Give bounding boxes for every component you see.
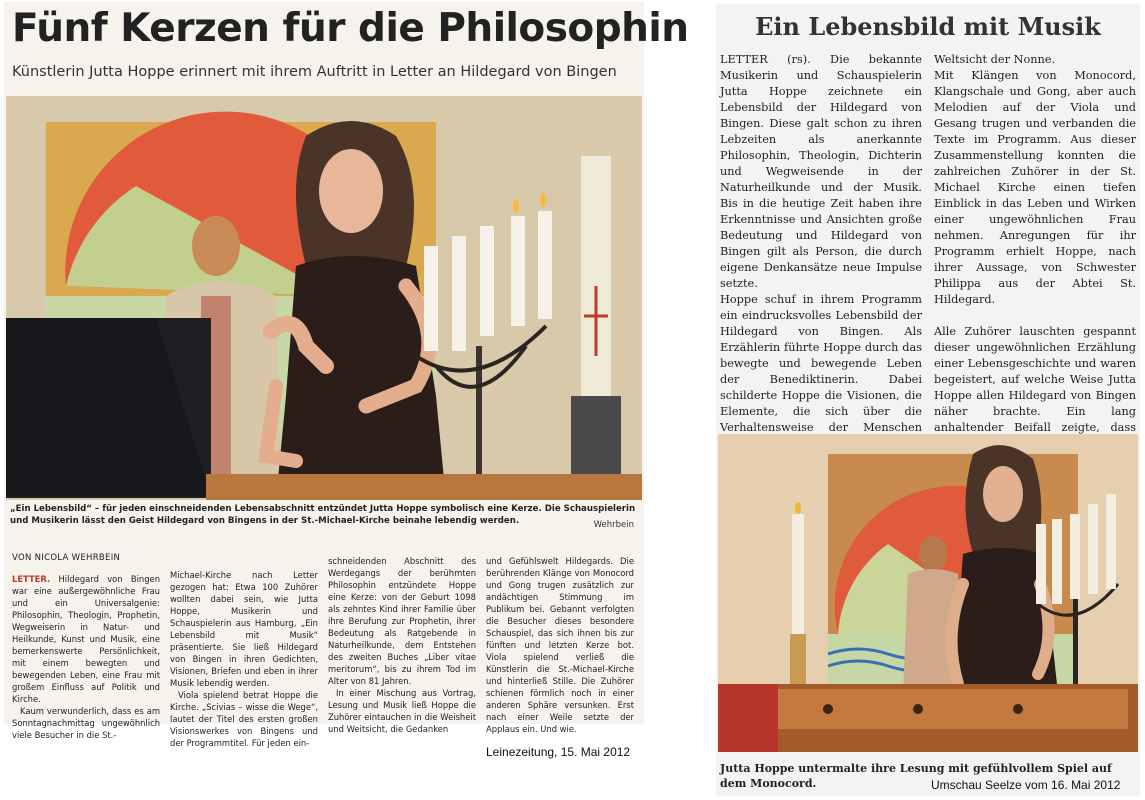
left-source-label: Leinezeitung, 15. Mai 2012 <box>486 745 631 759</box>
right-paragraph: LETTER (rs). Die bekannte Musikerin und Schauspielerin Jutta Hoppe zeichnete ein Lebensbild der Hildegard von Bingen. Diese galt schon zu ihren Lebzeiten als anerkannte Philosophin, Theologin, Dichterin und Wegweisende in der Naturheilkunde und der Musik. Bis in die heutige Zeit haben ihre Erkenntnisse und Ansichten große Bedeutung und Hildegard von Bingen gilt als Person, die durch eigene Denkansätze neue Impulse setzte. <box>720 53 922 290</box>
left-column-3 <box>328 555 476 749</box>
left-paragraph: Kaum verwunderlich, dass es am Sonntagnachmittag ungewöhnlich viele Besucher in die St.- <box>12 706 160 740</box>
left-paragraph: In einer Mischung aus Vortrag, Lesung und Musik ließ Hoppe die Zuhörer eintauchen in die Weisheit und Weitsicht, die Gedanken <box>328 688 476 734</box>
left-paragraph: schneidenden Abschnitt des Werdegangs der berühmten Philosophin entzündete Hoppe eine Kerze: von der Geburt 1098 als zehntes Kind ihrer Familie über ihre Berufung zur Prophetin, ihrer Bedeutung als Ratgebende in Naturheilkunde, dem Entstehen des zweiten Buches „Liber vitae meritorum“, bis zu ihrem Tod im Alter von 81 Jahren. <box>328 556 476 686</box>
left-photo-illustration <box>6 96 642 500</box>
left-paragraph <box>12 573 160 705</box>
left-column-4 <box>486 555 634 749</box>
left-byline: VON NICOLA WEHRBEIN <box>12 553 121 563</box>
right-paragraph: Mit Klängen von Monocord, Klangschale und Gong, aber auch Melodien auf der Viola und Gesang trugen und verbanden die Texte im Programm. Aus dieser Zusammenstellung konnten die zahlreichen Zuhörer in der St. Michael Kirche einen tiefen Einblick in das Leben und Wirken einer ungewöhnlichen Frau nehmen. Anregungen für ihr Programm erhielt Hoppe, nach ihrer Aussage, von Schwester Philippa aus der Abtei St. Hildegard. <box>934 69 1136 306</box>
right-article-columns <box>720 52 1136 468</box>
left-paragraph: Michael-Kirche nach Letter gezogen hat: Etwa 100 Zuhörer wollten dabei sein, wie Jutta Hoppe, Musikerin und Schauspielerin aus Hamburg, „Ein Lebensbild mit Musik“ präsentierte. Sie ließ Hildegard von Bingen in ihren Gedichten, Visionen, Briefen und eben in ihrer Musik lebendig werden. <box>170 570 318 688</box>
left-paragraph: Viola spielend betrat Hoppe die Kirche. „Scivias – wisse die Wege“, lautet der Titel des ersten großen Visionswerkes von Bingens und der Programmtitel. Für jeden ein- <box>170 690 318 748</box>
left-paragraph: und Gefühlswelt Hildegards. Die berührenden Klänge von Monocord und Gong trugen zusätzlich zur andächtigen Stimmung im Publikum bei. Gebannt verfolgten die Besucher dieses besondere Schauspiel, das sich ihnen bis zur fünften und letzten Kerze bot. Viola spielend verließ die Künstlerin die St.-Michael-Kirche und hinterließ Stille. Die Zuhörer schienen förmlich noch in einer anderen Sphäre versunken. Erst nach einer Weile setzte der Applaus ein. Und wie. <box>486 556 634 734</box>
left-subheadline: Künstlerin Jutta Hoppe erinnert mit ihrem Auftritt in Letter an Hildegard von Bingen <box>12 64 617 80</box>
right-source-label: Umschau Seelze vom 16. Mai 2012 <box>927 778 1120 792</box>
right-paragraph: Hoppe schuf in ihrem Programm ein eindrucksvolles Lebensbild der Hildegard von Bingen. Als Erzählerin führte Hoppe durch das bewegte und bewegende Leben der Benediktinerin. Dabei schilderte Hoppe die Visionen, die Elemente, die sich über die Verhaltensweise der Menschen <box>720 293 922 434</box>
right-column-2 <box>934 52 1136 468</box>
right-paragraph: Weltsicht der Nonne. <box>934 53 1056 66</box>
left-photo-caption: „Ein Lebensbild“ – für jeden einschneidenden Lebensabschnitt entzündet Jutta Hoppe symbolisch eine Kerze. Die Schauspielerin und Musikerin lässt den Geist Hildegard von Bingens in der St.-Michael-Kirche beinahe lebendig werden. <box>10 504 636 526</box>
left-kicker: LETTER. <box>12 574 51 584</box>
right-headline: Ein Lebensbild mit Musik <box>755 12 1101 41</box>
right-photo-caption: Jutta Hoppe untermalte ihre Lesung mit gefühlvollem Spiel auf dem Monocord. <box>720 762 1112 790</box>
left-paragraph-text: Hildegard von Bingen war eine außergewöhnliche Frau und ein Universalgenie: Philosophin, Theologin, Prophetin, Wegweiserin in Natur- und Heilkunde, Kunst und Musik, eine bemerkenswerte Persönlichkeit, mit einem bewegten und bewegenden Leben, eine Frau mit großem Einfluss auf Politik und Kirche. <box>12 574 160 704</box>
left-photo-credit: Wehrbein <box>593 520 634 530</box>
left-newspaper-clipping <box>4 2 689 748</box>
left-column-1 <box>12 573 160 749</box>
right-photo-illustration <box>718 434 1138 752</box>
left-photo-performer-candles <box>6 96 642 500</box>
left-column-2 <box>170 569 318 749</box>
right-column-1 <box>720 52 922 468</box>
right-photo-monocord <box>718 434 1138 752</box>
right-paragraph: Alle Zuhörer lauschten gespannt dieser ungewöhnlichen Erzählung einer Lebensgeschichte und waren begeistert, auf welche Weise Jutta Hoppe allen Hildegard von Bingen näher brachte. Ein lang anhaltender Beifall zeigte, dass <box>934 325 1136 434</box>
left-headline: Fünf Kerzen für die Philosophin <box>12 6 689 51</box>
right-newspaper-clipping <box>716 4 1140 796</box>
